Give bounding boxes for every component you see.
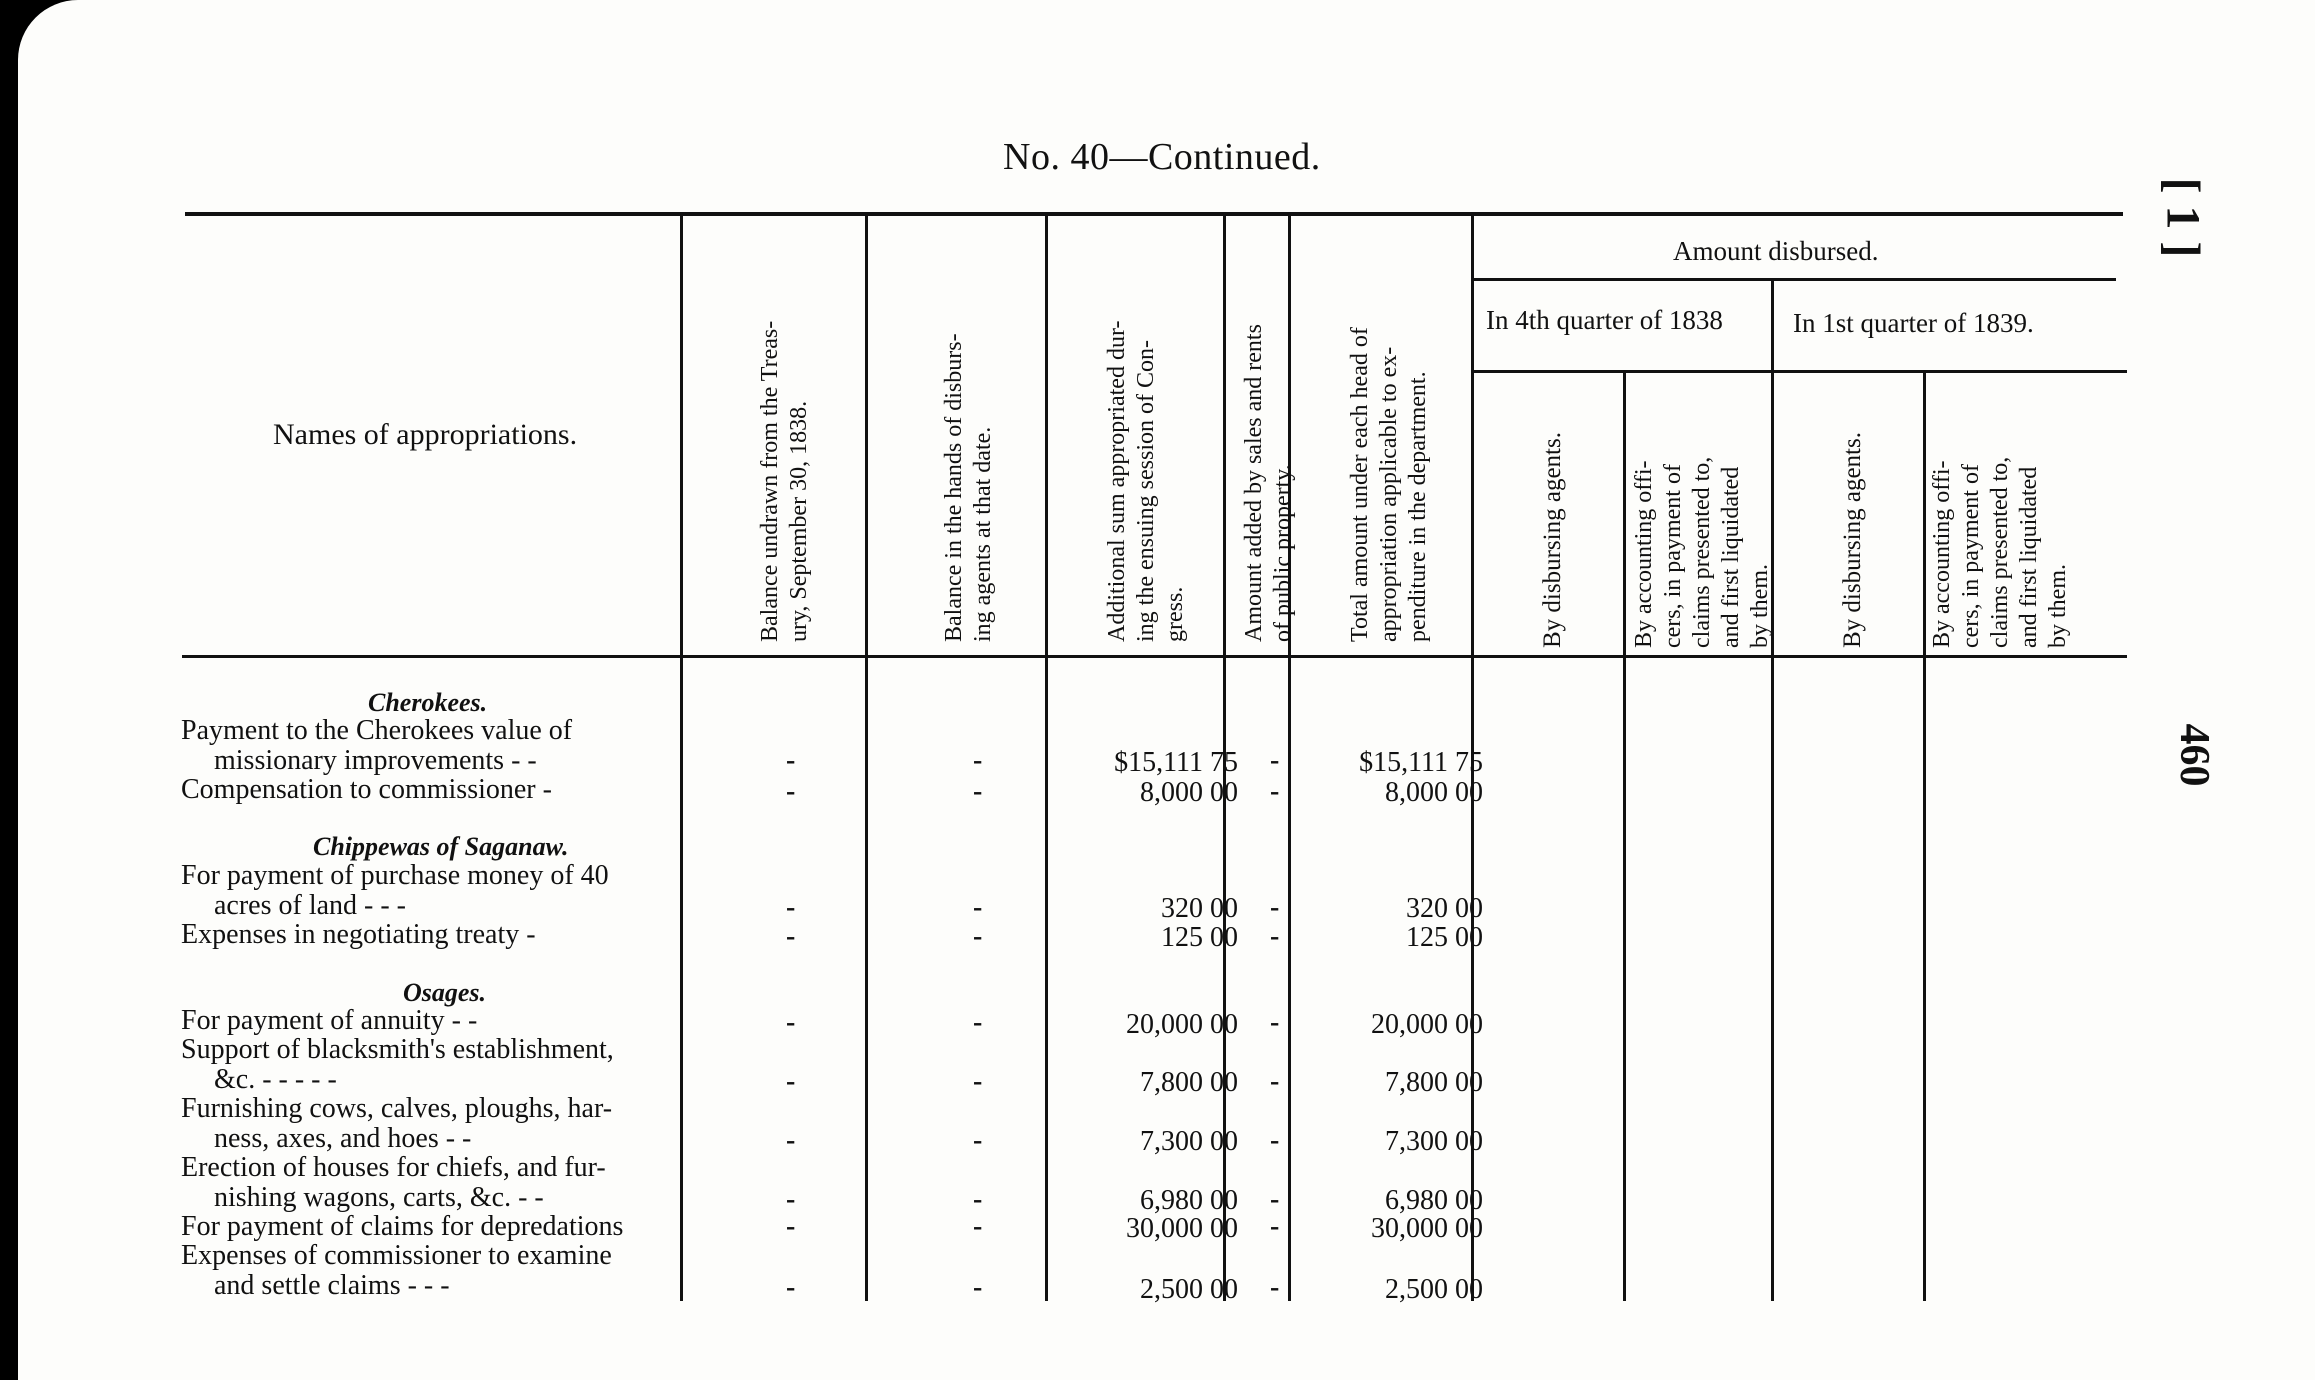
col-rule-7 <box>1623 370 1626 1301</box>
header-balance-agents: Balance in the hands of disburs- ing agents at that date. <box>941 333 996 642</box>
header-q4-1838: In 4th quarter of 1838 <box>1486 305 1723 335</box>
header-q4-by-agents: By disbursing agents. <box>1539 432 1566 648</box>
col-rule-3 <box>1045 216 1048 1301</box>
header-amount-disbursed: Amount disbursed. <box>1673 236 1879 266</box>
header-q1-by-agents: By disbursing agents. <box>1839 432 1866 648</box>
header-q1-by-officers: By accounting offi- cers, in payment of claims presented to, and first liquidated by them. <box>1929 456 2071 648</box>
table-title: No. 40—Continued. <box>1003 136 1321 178</box>
col-rule-2 <box>865 216 868 1301</box>
header-amount-added: Amount added by sales and rents of public property. <box>1241 324 1296 642</box>
header-bottom-rule <box>182 655 2127 658</box>
document-mark: [ 1 ] <box>2156 177 2210 258</box>
header-names: Names of appropriations. <box>273 418 578 451</box>
col-rule-9 <box>1923 370 1926 1301</box>
header-total-amount: Total amount under each head of appropriation applicable to ex- penditure in the department. <box>1347 327 1431 642</box>
page-number: 460 <box>2171 723 2217 787</box>
section-heading: Osages. <box>403 978 487 1007</box>
disbursed-rule <box>1471 278 2116 281</box>
header-additional-sum: Additional sum appropriated dur- ing the ensuing session of Con- gress. <box>1104 320 1188 642</box>
quarter-rule <box>1471 370 2127 373</box>
header-q4-by-officers: By accounting offi- cers, in payment of claims presented to, and first liquidated by them. <box>1631 456 1773 648</box>
table-top-rule <box>185 212 2123 216</box>
col-rule-1 <box>680 216 683 1301</box>
section-heading: Chippewas of Saganaw. <box>313 832 569 861</box>
document-page: No. 40—Continued. [ 1 ] 460 Names of appropriations. Balance undrawn from the Treas- ury, September 30, 1838. Balance in the hands of disburs- ing agents at that date. Additional sum appropriated dur- ing the ensuing session of Con- gress. Amount added by sales and rents of public property. Total amount under each head of appropriation applicable to ex- penditure in the department. Amount disbursed. In 4th quarter of 1838 In 1st quarter of 1839. By disbursing agents. By accounting offi- cers, in payment of claims presented to, and first liquidated by them. By disbursing agents. By accounting offi- cers, in payment of claims presented to, and first liquidated by them. Cherokees. Payment to the Cherokees value of missionary improvements - - - - $15,111 75 - $15,111 75 Compensation to commissioner - - - 8,000 00 - 8,000 00 Chippewas of Saganaw. For payment of purchase money of 40 acres of land - - - - - 320 00 - 320 00 Expenses in negotiating treaty - - - 125 00 - 125 00 Osages. For payment of annuity - - - - 20,000 00 - 20,000 00 Support of blacksmith's establishment, &c. - - - - - - - 7,800 00 - 7,800 00 Furnishing cows, calves, ploughs, har- ness, axes, and hoes - - - - 7,300 00 - 7,300 00 Erection of houses for chiefs, and fur- nishing wagons, carts, &c. - - - - 6,980 00 - 6,980 00 For payment of claims for depredations - - 30,000 00 - 30,000 00 Expenses of commissioner to examine and settle claims - - - - - 2,500 00 - 2,500 00 <box>18 0 2315 1380</box>
header-balance-undrawn: Balance undrawn from the Treas- ury, September 30, 1838. <box>757 320 812 642</box>
col-rule-8 <box>1771 281 1774 1301</box>
header-q1-1839: In 1st quarter of 1839. <box>1793 308 2034 338</box>
section-heading: Cherokees. <box>368 688 488 717</box>
